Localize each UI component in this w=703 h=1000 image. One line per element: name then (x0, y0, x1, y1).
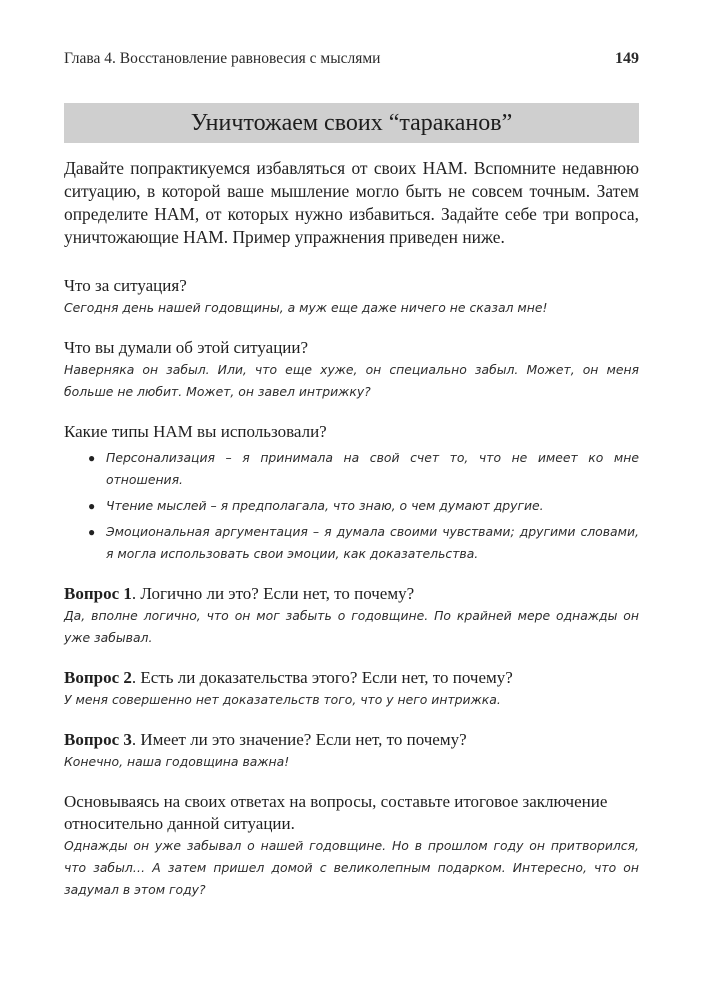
question-3-answer: Конечно, наша годовщина важна! (64, 754, 290, 769)
bullet-icon: ● (88, 525, 96, 539)
conclusion-block (64, 791, 639, 901)
question-text: . Есть ли доказательства этого? Если нет, то почему? (131, 668, 513, 687)
page-number: 149 (615, 50, 639, 67)
section-title: Уничтожаем своих “тараканов” (190, 109, 513, 136)
situation-answer: Сегодня день нашей годовщины, а муж еще даже ничего не сказал мне! (64, 300, 548, 315)
question-text: . Имеет ли это значение? Если нет, то почему? (131, 730, 467, 749)
question-2-answer: У меня совершенно нет доказательств того, что у него интрижка. (64, 692, 501, 707)
nat-type-text: Эмоциональная аргументация – я думала своими чувствами; другими словами, я могла использовать свои эмоции, как доказательства. (106, 524, 639, 561)
situation-block (64, 275, 639, 319)
section-title-banner (64, 103, 639, 143)
thoughts-answer: Наверняка он забыл. Или, что еще хуже, он специально забыл. Может, он меня больше не любит. Может, он завел интрижку? (64, 362, 639, 399)
nat-types-block (64, 421, 639, 565)
question-number: Вопрос 1 (64, 584, 132, 603)
question-1-block (64, 583, 639, 649)
question-number: Вопрос 3 (64, 730, 132, 749)
conclusion-answer: Однажды он уже забывал о нашей годовщине. Но в прошлом году он притворился, что забыл… А затем пришел домой с великолепным подарком. Интересно, что он задумал в этом году? (64, 838, 639, 897)
list-item (64, 521, 639, 565)
thoughts-block (64, 337, 639, 403)
list-item (64, 447, 639, 491)
thoughts-label: Что вы думали об этой ситуации? (64, 338, 309, 357)
bullet-icon: ● (88, 451, 96, 465)
question-1-answer: Да, вполне логично, что он мог забыть о годовщине. По крайней мере однажды он уже забывал. (64, 608, 639, 645)
question-number: Вопрос 2 (64, 668, 132, 687)
question-3-label (64, 729, 639, 751)
nat-type-text: Персонализация – я принимала на свой счет то, что не имеет ко мне отношения. (106, 450, 639, 487)
page-content (64, 157, 639, 901)
situation-label: Что за ситуация? (64, 276, 187, 295)
question-2-block (64, 667, 639, 711)
question-text: . Логично ли это? Если нет, то почему? (131, 584, 415, 603)
chapter-title: Глава 4. Восстановление равновесия с мыслями (64, 50, 381, 67)
nat-type-text: Чтение мыслей – я предполагала, что знаю, о чем думают другие. (106, 498, 544, 513)
list-item (64, 495, 639, 517)
question-3-block (64, 729, 639, 773)
running-header (64, 50, 639, 68)
conclusion-label: Основываясь на своих ответах на вопросы, составьте итоговое заключение относительно данной ситуации. (64, 792, 608, 833)
nat-types-label: Какие типы НАМ вы использовали? (64, 422, 327, 441)
question-2-label (64, 667, 639, 689)
intro-paragraph: Давайте попрактикуемся избавляться от своих НАМ. Вспомните недавнюю ситуацию, в которой ваше мышление могло быть не совсем точным. Затем определите НАМ, от которых нужно избавиться. Задайте себе три вопроса, уничтожающие НАМ. Пример упражнения приведен ниже. (64, 158, 639, 247)
question-1-label (64, 583, 639, 605)
nat-types-list (64, 447, 639, 565)
bullet-icon: ● (88, 499, 96, 513)
